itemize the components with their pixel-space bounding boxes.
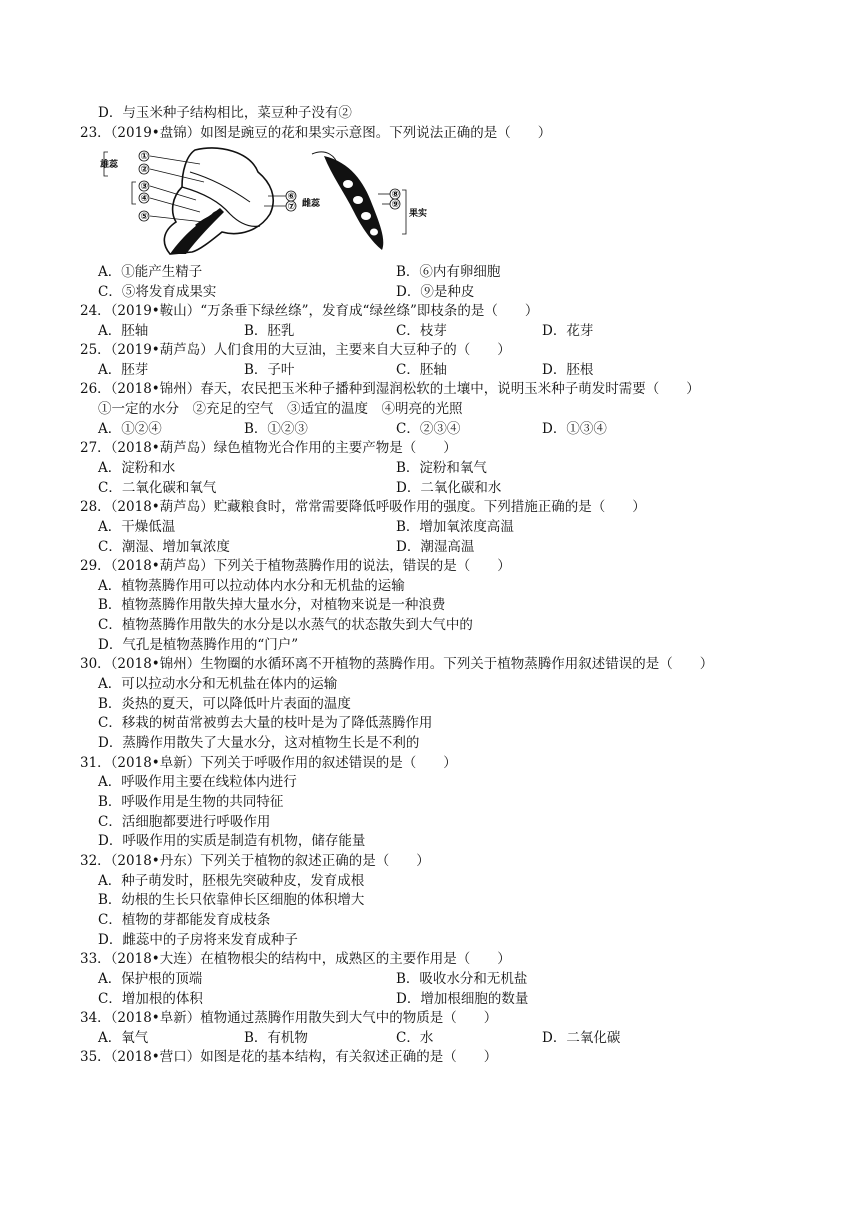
pea-flower-fruit-figure (100, 142, 430, 258)
option-24c: C．枝芽 (396, 323, 447, 339)
option-26c: C．②③④ (396, 421, 461, 437)
option-31b: B．呼吸作用是生物的共同特征 (98, 794, 284, 810)
label-2: ② (140, 165, 149, 175)
label-9: ⑨ (391, 200, 400, 210)
option-34b: B．有机物 (244, 1030, 308, 1046)
question-34: 34．（2018•阜新）植物通过蒸腾作用散失到大气中的物质是（ ） (80, 1010, 498, 1026)
question-27: 27．（2018•葫芦岛）绿色植物光合作用的主要产物是（ ） (80, 440, 457, 456)
question-33: 33．（2018•大连）在植物根尖的结构中，成熟区的主要作用是（ ） (80, 951, 511, 967)
option-33b: B．吸收水分和无机盐 (396, 971, 528, 987)
label-5: ⑤ (140, 212, 149, 222)
label-8: ⑧ (391, 190, 400, 200)
option-31c: C．活细胞都要进行呼吸作用 (98, 814, 271, 830)
question-30: 30．（2018•锦州）生物圈的水循环离不开植物的蒸腾作用。下列关于植物蒸腾作用叙述错误的是（ ） (80, 656, 714, 672)
option-30b: B．炎热的夏天，可以降低叶片表面的温度 (98, 696, 351, 712)
label-guoshi: 果实 (409, 209, 428, 219)
label-7: ⑦ (287, 202, 296, 212)
option-27b: B．淀粉和氧气 (396, 460, 487, 476)
option-34c: C．水 (396, 1030, 434, 1046)
option-31d: D．呼吸作用的实质是制造有机物，储存能量 (98, 833, 366, 849)
question-26: 26．（2018•锦州）春天，农民把玉米种子播种到湿润松软的土壤中，说明玉米种子萌发时需要（ ） (80, 381, 700, 397)
option-31a: A．呼吸作用主要在线粒体内进行 (98, 774, 297, 790)
option-30d: D．蒸腾作用散失了大量水分，这对植物生长是不利的 (98, 735, 420, 751)
question-26-statements: ①一定的水分 ②充足的空气 ③适宜的温度 ④明亮的光照 (98, 401, 463, 417)
option-25c: C．胚轴 (396, 362, 447, 378)
pod-drawing (301, 152, 427, 250)
option-28a: A．干燥低温 (98, 519, 176, 535)
label-6: ⑥ (287, 192, 296, 202)
question-29: 29．（2018•葫芦岛）下列关于植物蒸腾作用的说法，错误的是（ ） (80, 558, 511, 574)
option-33c: C．增加根的体积 (98, 991, 203, 1007)
question-35: 35．（2018•营口）如图是花的基本结构，有关叙述正确的是（ ） (80, 1049, 498, 1065)
option-29a: A．植物蒸腾作用可以拉动体内水分和无机盐的运输 (98, 578, 405, 594)
option-27a: A．淀粉和水 (98, 460, 176, 476)
option-32d: D．雌蕊中的子房将来发育成种子 (98, 932, 298, 948)
option-30a: A．可以拉动水分和无机盐在体内的运输 (98, 676, 338, 692)
option-24a: A．胚轴 (98, 323, 149, 339)
option-27c: C．二氧化碳和氧气 (98, 480, 217, 496)
label-cirui: 雌蕊 (302, 199, 321, 209)
option-24d: D．花芽 (542, 323, 594, 339)
option-28d: D．潮湿高温 (396, 539, 475, 555)
option-30c: C．移栽的树苗常被剪去大量的枝叶是为了降低蒸腾作用 (98, 715, 433, 731)
label-3: ③ (140, 182, 149, 192)
option-34d: D．二氧化碳 (542, 1030, 621, 1046)
option-32a: A．种子萌发时，胚根先突破种皮，发育成根 (98, 873, 365, 889)
option-24b: B．胚乳 (244, 323, 295, 339)
option-25a: A．胚芽 (98, 362, 149, 378)
label-1: ① (140, 152, 149, 162)
option-28b: B．增加氧浓度高温 (396, 519, 514, 535)
option-22d: D．与玉米种子结构相比，菜豆种子没有② (98, 105, 352, 121)
option-23c: C．⑤将发育成果实 (98, 284, 217, 300)
option-26b: B．①②③ (244, 421, 308, 437)
option-27d: D．二氧化碳和水 (396, 480, 502, 496)
question-23: 23．（2019•盘锦）如图是豌豆的花和果实示意图。下列说法正确的是（ ） (80, 125, 552, 141)
option-23b: B．⑥内有卵细胞 (396, 264, 501, 280)
option-29d: D．气孔是植物蒸腾作用的“门户” (98, 637, 299, 653)
option-34a: A．氧气 (98, 1030, 149, 1046)
question-32: 32．（2018•丹东）下列关于植物的叙述正确的是（ ） (80, 853, 430, 869)
question-24: 24．（2019•鞍山）“万条垂下绿丝绦”，发育成“绿丝绦”即枝条的是（ ） (80, 303, 539, 319)
question-25: 25．（2019•葫芦岛）人们食用的大豆油，主要来自大豆种子的（ ） (80, 342, 511, 358)
label-xiongrui: 雄蕊 (100, 160, 119, 170)
flower-drawing (100, 148, 296, 254)
option-33a: A．保护根的顶端 (98, 971, 203, 987)
option-28c: C．潮湿、增加氧浓度 (98, 539, 230, 555)
option-23d: D．⑨是种皮 (396, 284, 475, 300)
question-31: 31．（2018•阜新）下列关于呼吸作用的叙述错误的是（ ） (80, 755, 457, 771)
question-28: 28．（2018•葫芦岛）贮藏粮食时，常常需要降低呼吸作用的强度。下列措施正确的是（ ） (80, 499, 646, 515)
option-25b: B．子叶 (244, 362, 295, 378)
option-26d: D．①③④ (542, 421, 607, 437)
option-29c: C．植物蒸腾作用散失的水分是以水蒸气的状态散失到大气中的 (98, 617, 473, 633)
option-26a: A．①②④ (98, 421, 162, 437)
option-23a: A．①能产生精子 (98, 264, 203, 280)
option-32c: C．植物的芽都能发育成枝条 (98, 912, 271, 928)
label-4: ④ (140, 194, 149, 204)
option-32b: B．幼根的生长只依靠伸长区细胞的体积增大 (98, 892, 365, 908)
option-33d: D．增加根细胞的数量 (396, 991, 529, 1007)
option-25d: D．胚根 (542, 362, 594, 378)
option-29b: B．植物蒸腾作用散失掉大量水分，对植物来说是一种浪费 (98, 597, 446, 613)
